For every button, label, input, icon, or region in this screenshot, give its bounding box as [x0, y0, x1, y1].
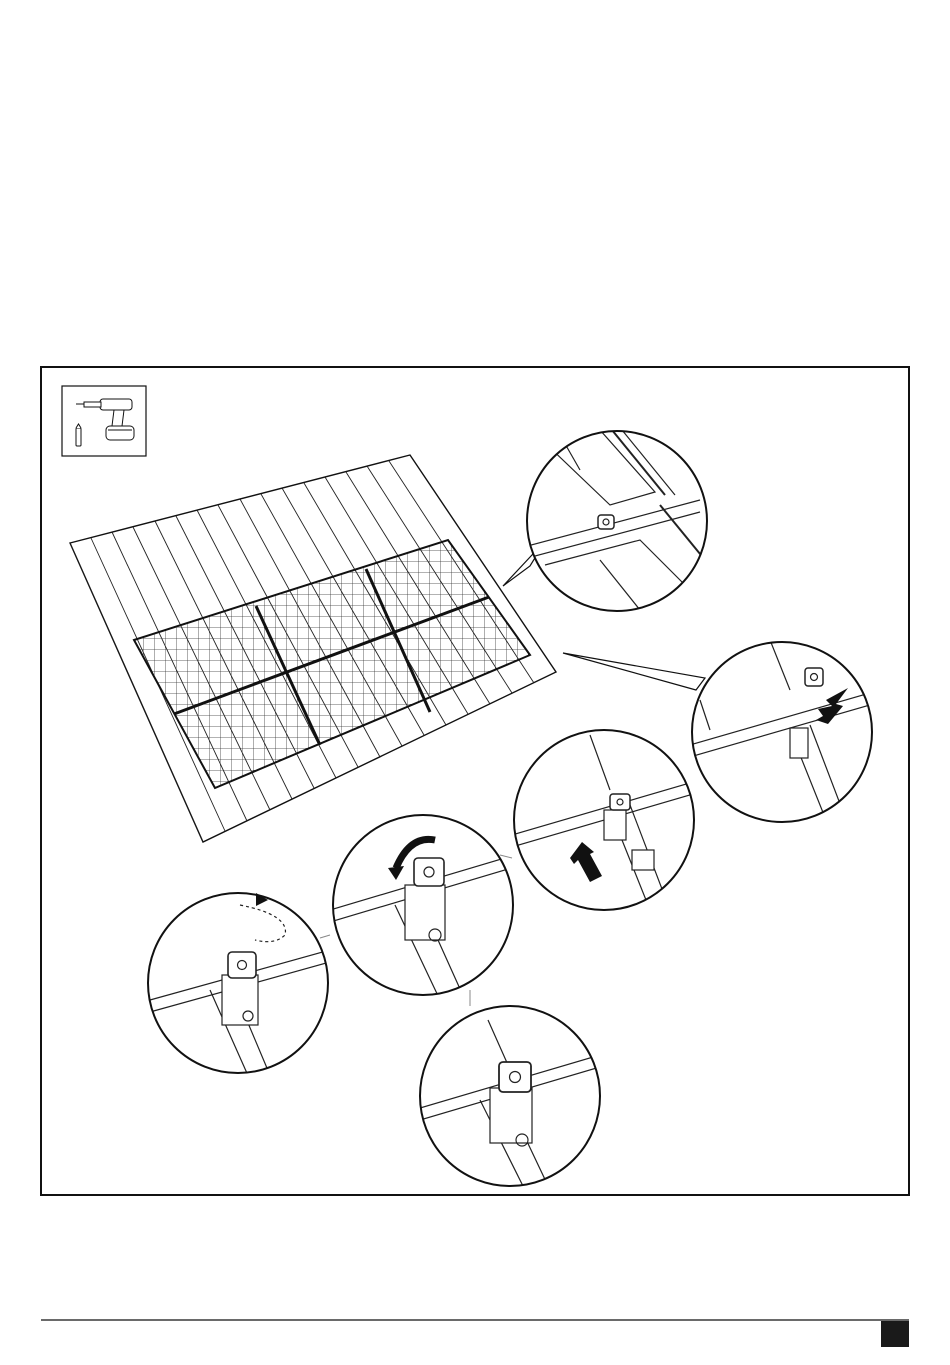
tool-box [62, 386, 146, 456]
end-clamp-icon [499, 1062, 531, 1092]
page-marker-block [881, 1321, 909, 1347]
screwdriver-bit-icon [76, 424, 81, 446]
mid-clamp-icon [598, 515, 614, 529]
